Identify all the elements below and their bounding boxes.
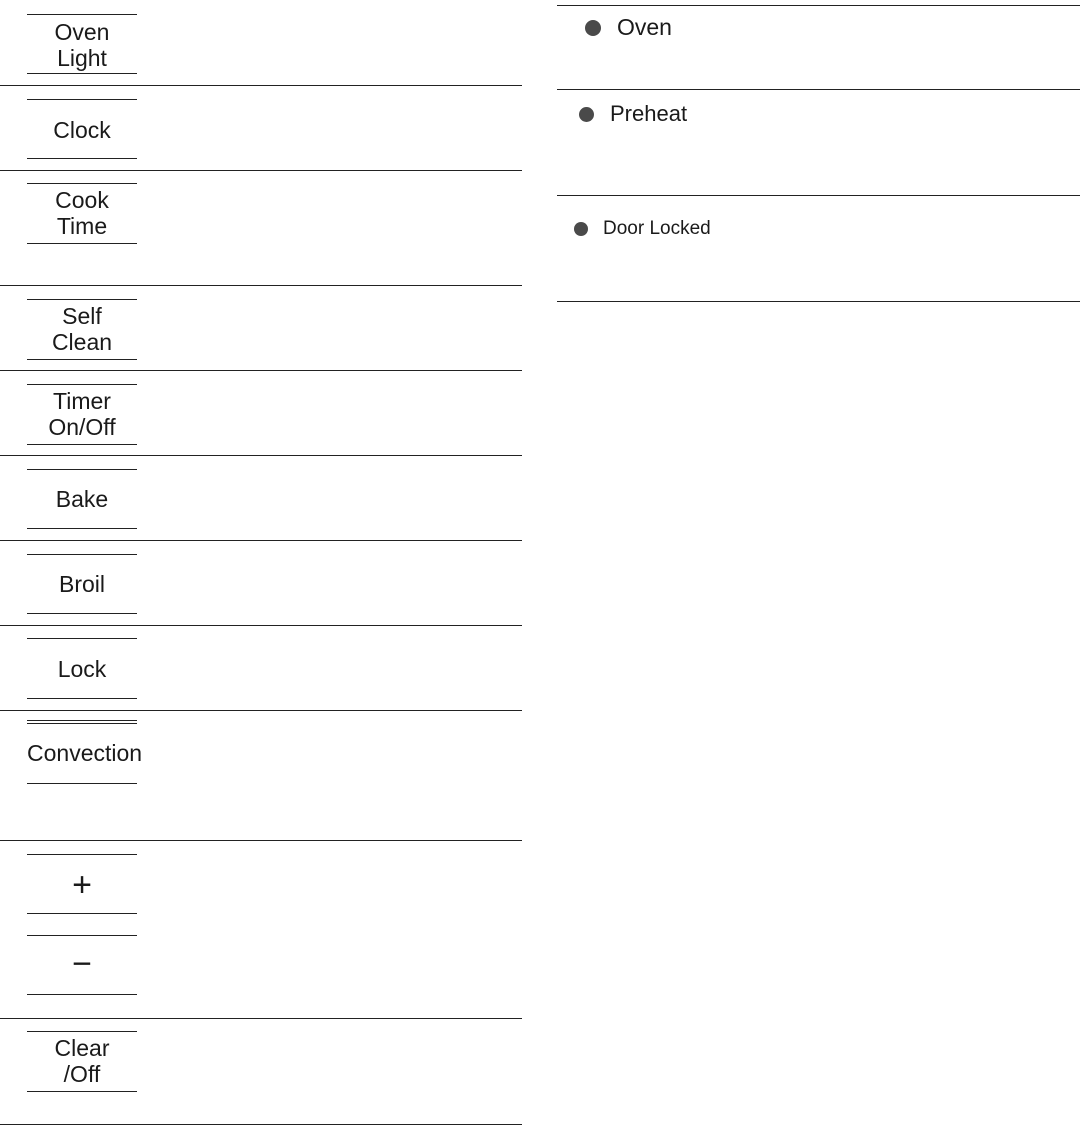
row-clear-off [0, 1019, 522, 1125]
preheat-indicator-label: Preheat [610, 101, 688, 126]
clock-label: Clock [53, 117, 111, 143]
plus-icon: + [72, 866, 92, 904]
plus-key[interactable] [27, 854, 137, 916]
oven-indicator-label: Oven [617, 14, 672, 40]
minus-key[interactable] [27, 935, 137, 997]
clear-off-label: Clear /Off [54, 1035, 110, 1087]
indicator-row-preheat [557, 90, 1080, 196]
self-clean-label: Self Clean [51, 303, 113, 355]
clear-off-key[interactable] [27, 1031, 137, 1093]
bake-key[interactable] [27, 469, 137, 531]
row-oven-light [0, 0, 522, 86]
row-timer [0, 371, 522, 456]
timer-key[interactable] [27, 384, 137, 446]
cook-time-key[interactable] [27, 183, 137, 245]
row-self-clean [0, 286, 522, 371]
broil-label: Broil [58, 571, 105, 597]
convection-key[interactable] [27, 720, 143, 786]
row-plus-minus [0, 841, 522, 1019]
cook-time-label: Cook Time [55, 187, 109, 239]
row-convection [0, 711, 522, 841]
preheat-indicator-dot-icon [579, 107, 594, 122]
indicator-row-door-locked [557, 196, 1080, 302]
indicator-oven [585, 14, 672, 41]
oven-indicator-dot-icon [585, 20, 601, 36]
clock-key[interactable] [27, 99, 137, 161]
oven-light-label: Oven Light [54, 19, 110, 71]
indicator-row-oven [557, 6, 1080, 90]
lock-label: Lock [57, 656, 107, 682]
timer-label: Timer On/Off [48, 388, 116, 440]
minus-icon: − [72, 945, 92, 983]
bake-label: Bake [55, 486, 109, 512]
row-cook-time [0, 171, 522, 286]
convection-label: Convection [27, 740, 143, 766]
indicator-door-locked [574, 218, 711, 240]
indicator-preheat [579, 101, 687, 127]
row-clock [0, 86, 522, 171]
row-broil [0, 541, 522, 626]
broil-key[interactable] [27, 554, 137, 616]
oven-light-key[interactable] [27, 14, 137, 76]
door-locked-indicator-label: Door Locked [603, 218, 711, 239]
row-lock [0, 626, 522, 711]
row-bake [0, 456, 522, 541]
door-locked-indicator-dot-icon [574, 222, 588, 236]
self-clean-key[interactable] [27, 299, 137, 361]
lock-key[interactable] [27, 638, 137, 700]
